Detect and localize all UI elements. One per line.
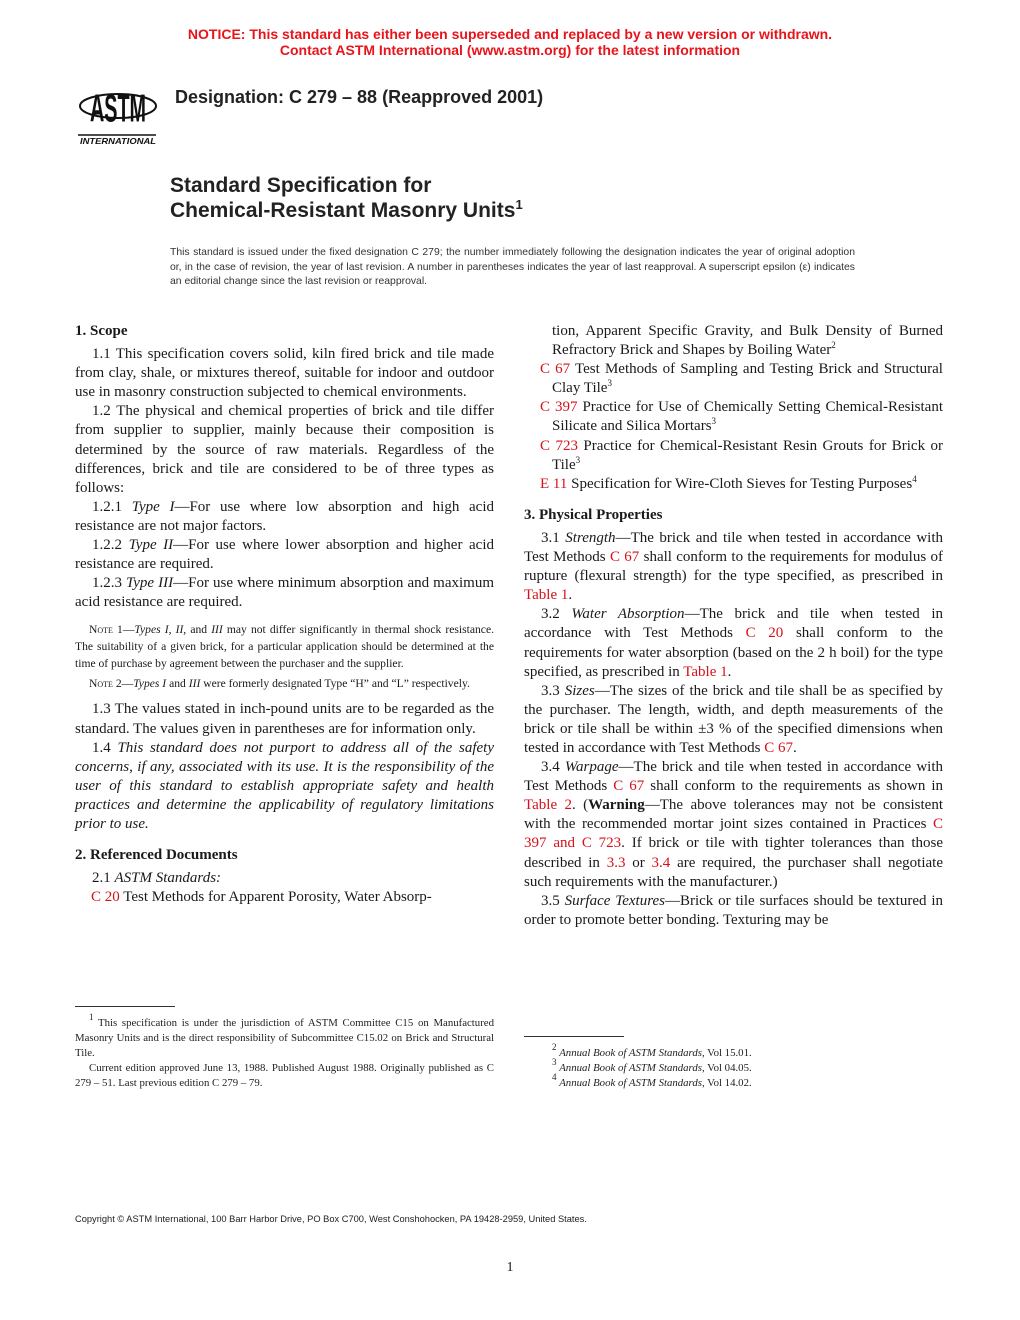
text-run: . If brick or tile with tighter tolerances than those described in bbox=[524, 835, 943, 871]
reference-item bbox=[524, 398, 943, 436]
cross-reference-link[interactable]: 3.4 bbox=[651, 854, 671, 871]
footnote-divider bbox=[75, 1006, 175, 1007]
paragraph bbox=[75, 402, 494, 497]
cross-reference-link[interactable]: C 723 bbox=[540, 437, 578, 454]
text-run: Type II bbox=[128, 537, 174, 554]
text-run: 1.2.2 bbox=[92, 537, 129, 554]
text-run: may not differ significantly in thermal shock resistance. The suitability of a given brick, for a particular application should be determined at the time of purchase by agreement between the purchaser and the supplier. bbox=[75, 623, 494, 671]
reference-item bbox=[524, 475, 943, 494]
text-run: . ( bbox=[571, 797, 589, 814]
text-run: , Vol 14.02. bbox=[701, 1077, 752, 1089]
text-run: 1.1 This specification covers solid, kiln fired brick and tile made from clay, shale, or mixtures thereof, suitable for indoor and outdoor use in masonry construction subjected to chemical environments. bbox=[75, 346, 494, 401]
page-title bbox=[170, 173, 523, 223]
paragraph bbox=[75, 739, 494, 834]
text-run: 1.3 The values stated in inch-pound units are to be regarded as the standard. The values given in parentheses are for information only. bbox=[75, 701, 494, 737]
section-heading bbox=[75, 322, 494, 341]
cross-reference-link[interactable]: C 397 and C 723 bbox=[524, 816, 943, 852]
footnote-ref[interactable]: 2 bbox=[552, 1042, 557, 1052]
withdrawal-notice bbox=[0, 27, 1020, 58]
footnotes-left bbox=[75, 1012, 494, 1091]
text-run: Annual Book of ASTM Standards bbox=[559, 1047, 702, 1059]
paragraph bbox=[524, 529, 943, 605]
section-heading bbox=[524, 506, 943, 525]
section-heading bbox=[75, 846, 494, 865]
text-run: 1. Scope bbox=[75, 323, 128, 339]
text-run: — bbox=[121, 677, 134, 691]
text-run: shall conform to the requirements as shown in bbox=[644, 778, 943, 795]
cross-reference-link[interactable]: Table 1 bbox=[524, 587, 569, 604]
text-run: —The brick and tile when tested in accordance with Test Methods bbox=[524, 606, 944, 642]
text-run: Types I bbox=[133, 677, 167, 691]
text-run: 3.2 bbox=[541, 606, 572, 623]
text-run: Types I, II, bbox=[134, 623, 187, 637]
text-run: shall conform to the requirements for water absorption (based on the 2 h boil) for the type specified, as prescribed in bbox=[524, 625, 943, 680]
text-run: Note 2 bbox=[89, 677, 122, 691]
notice-line-2: Contact ASTM International (www.astm.org) for the latest information bbox=[279, 41, 741, 58]
right-column bbox=[524, 322, 943, 930]
text-run: Annual Book of ASTM Standards bbox=[559, 1077, 702, 1089]
footnote-ref[interactable]: 3 bbox=[607, 378, 612, 389]
text-run: or bbox=[625, 854, 652, 871]
paragraph bbox=[75, 536, 494, 574]
cross-reference-link[interactable]: C 20 bbox=[91, 889, 120, 906]
text-run: 3. Physical Properties bbox=[524, 506, 663, 523]
text-run: Practice for Chemical-Resistant Resin Grouts for Brick or Tile bbox=[552, 437, 944, 473]
text-run: —For use where lower absorption and higher acid resistance are required. bbox=[75, 537, 494, 573]
text-run: —The above tolerances may not be consistent with the recommended mortar joint sizes contained in Practices bbox=[524, 797, 943, 833]
paragraph bbox=[75, 869, 494, 888]
text-run: tion, Apparent Specific Gravity, and Bulk Density of Burned Refractory Brick and Shapes by Boiling Water bbox=[552, 323, 943, 359]
text-run: Test Methods for Apparent Porosity, Water Absorp- bbox=[119, 889, 432, 906]
astm-logo bbox=[76, 76, 160, 148]
text-run: Type I bbox=[131, 498, 175, 515]
text-run: 1.4 bbox=[92, 739, 118, 756]
title-line-2: Chemical-Resistant Masonry Units bbox=[170, 199, 516, 222]
cross-reference-link[interactable]: C 67 bbox=[609, 549, 640, 566]
paragraph bbox=[524, 758, 943, 892]
paragraph bbox=[524, 322, 943, 360]
cross-reference-link[interactable]: C 67 bbox=[764, 739, 794, 756]
footnote-ref[interactable]: 2 bbox=[831, 340, 836, 351]
cross-reference-link[interactable]: 3.3 bbox=[606, 854, 626, 871]
cross-reference-link[interactable]: Table 2 bbox=[524, 797, 572, 814]
footnote-ref[interactable]: 1 bbox=[89, 1012, 94, 1022]
text-run: —Brick or tile surfaces should be textured in order to promote better bonding. Texturing may be bbox=[524, 892, 943, 928]
text-run: , Vol 15.01. bbox=[701, 1047, 752, 1059]
text-run: . bbox=[727, 663, 732, 680]
text-run: were formerly designated Type “H” and “L” respectively. bbox=[200, 677, 470, 691]
text-run: Type III bbox=[126, 575, 174, 592]
designation: Designation: C 279 – 88 (Reapproved 2001) bbox=[175, 87, 544, 107]
text-run: . bbox=[568, 587, 573, 604]
text-run: Practice for Use of Chemically Setting Chemical-Resistant Silicate and Silica Mortars bbox=[552, 399, 943, 435]
text-run: This specification is under the jurisdiction of ASTM Committee C15 on Manufactured Masonry Units and is the direct responsibility of Subcommittee C15.02 on Brick and Structural Tile. bbox=[75, 1017, 494, 1059]
footnotes-right bbox=[538, 1042, 942, 1091]
text-run: Annual Book of ASTM Standards bbox=[559, 1062, 702, 1074]
paragraph bbox=[75, 700, 494, 738]
left-column bbox=[75, 322, 494, 907]
svg-text:INTERNATIONAL: INTERNATIONAL bbox=[80, 136, 156, 146]
text-run: 3.3 bbox=[541, 682, 565, 699]
text-run: 3.1 bbox=[541, 529, 566, 546]
footnote-ref[interactable]: 3 bbox=[552, 1057, 557, 1067]
paragraph bbox=[524, 682, 943, 758]
cross-reference-link[interactable]: C 67 bbox=[613, 778, 645, 795]
cross-reference-link[interactable]: E 11 bbox=[540, 475, 568, 492]
reference-item bbox=[524, 437, 943, 475]
text-run: Surface Textures bbox=[564, 892, 665, 909]
paragraph bbox=[524, 892, 943, 930]
text-run: are required, the purchaser shall negotiate such requirements with the manufacturer.) bbox=[524, 854, 943, 890]
title-footnote-ref[interactable]: 1 bbox=[515, 197, 523, 212]
text-run: Specification for Wire-Cloth Sieves for Testing Purposes bbox=[567, 475, 913, 492]
text-run: Water Absorption bbox=[571, 606, 685, 623]
text-run: 1.2 The physical and chemical properties of brick and tile differ from supplier to supplier, mainly because their composition is determined by the source of raw materials. Regardless of the differences, brick and tile are considered to be of three types as follows: bbox=[75, 403, 494, 496]
text-run: . bbox=[793, 739, 797, 756]
title-line-1: Standard Specification for bbox=[170, 174, 432, 197]
text-run: III bbox=[188, 677, 201, 691]
notice-line-1: NOTICE: This standard has either been superseded and replaced by a new version or withdrawn. bbox=[187, 26, 833, 42]
paragraph bbox=[75, 1012, 494, 1061]
text-run: Strength bbox=[565, 529, 616, 546]
text-run: Current edition approved June 13, 1988. Published August 1988. Originally published as C 279 – 51. Last previous edition C 279 – 79. bbox=[75, 1062, 494, 1089]
text-run: Test Methods of Sampling and Testing Brick and Structural Clay Tile bbox=[552, 361, 943, 397]
text-run: and bbox=[186, 623, 212, 637]
cross-reference-link[interactable]: C 397 bbox=[540, 399, 578, 416]
paragraph bbox=[524, 605, 943, 681]
text-run: This standard does not purport to address all of the safety concerns, if any, associated with its use. It is the responsibility of the user of this standard to establish appropriate safety and health practices and determine the applicability of regulatory limitations prior to use. bbox=[75, 739, 495, 832]
text-run: 3.4 bbox=[541, 759, 565, 776]
text-run: —For use where low absorption and high acid resistance are not major factors. bbox=[75, 498, 495, 534]
reference-item bbox=[524, 360, 943, 398]
paragraph bbox=[538, 1042, 942, 1061]
footnote-ref[interactable]: 3 bbox=[575, 454, 581, 465]
text-run: 1.2.3 bbox=[92, 575, 127, 592]
svg-text:ASTM: ASTM bbox=[90, 87, 146, 131]
text-run: Sizes bbox=[564, 682, 595, 699]
text-run: shall conform to the requirements for modulus of rupture (flexural strength) for the type specified, as prescribed in bbox=[524, 549, 943, 585]
text-run: — bbox=[122, 623, 135, 637]
text-run: and bbox=[166, 677, 189, 691]
footnote-divider bbox=[524, 1036, 624, 1037]
text-run: 2. Referenced Documents bbox=[75, 847, 238, 864]
text-run: Warning bbox=[588, 797, 645, 814]
text-run: 1.2.1 bbox=[92, 498, 132, 515]
text-run: —For use where minimum absorption and maximum acid resistance are required. bbox=[75, 575, 495, 611]
cross-reference-link[interactable]: C 67 bbox=[540, 361, 571, 378]
paragraph bbox=[75, 345, 494, 402]
footnote-ref[interactable]: 4 bbox=[912, 473, 917, 484]
text-run: —The brick and tile when tested in accordance with Test Methods bbox=[524, 529, 943, 566]
text-run: Note 1 bbox=[89, 623, 123, 637]
paragraph bbox=[538, 1057, 942, 1076]
cross-reference-link[interactable]: C 20 bbox=[745, 625, 784, 642]
paragraph bbox=[538, 1072, 942, 1091]
note bbox=[75, 621, 494, 672]
text-run: —The brick and tile when tested in accordance with Test Methods bbox=[524, 759, 943, 795]
page-number: 1 bbox=[506, 1260, 514, 1275]
text-run: 3.5 bbox=[541, 892, 565, 909]
preamble: This standard is issued under the fixed designation C 279; the number immediately following the designation indicates the year of original adoption or, in the case of revision, the year of last revision. A number in parentheses indicates the year of last reapproval. A superscript epsilon (ε) indicates an editorial change since the last revision or reapproval. bbox=[170, 247, 855, 288]
paragraph bbox=[75, 574, 494, 612]
paragraph bbox=[75, 1061, 494, 1091]
text-run: ASTM Standards: bbox=[114, 870, 222, 887]
note bbox=[75, 675, 494, 692]
text-run: Warpage bbox=[564, 759, 619, 776]
cross-reference-link[interactable]: Table 1 bbox=[683, 663, 728, 680]
text-run: , Vol 04.05. bbox=[701, 1062, 752, 1074]
paragraph bbox=[75, 498, 494, 536]
footnote-ref[interactable]: 3 bbox=[711, 416, 717, 427]
text-run: —The sizes of the brick and tile shall be as specified by the purchaser. The length, width, and depth measurements of the brick or tile shall be within ±3 % of the specified dimensions when tested in accordance with Test Methods bbox=[524, 682, 944, 756]
text-run: 2.1 bbox=[92, 870, 115, 887]
reference-item bbox=[75, 888, 494, 907]
copyright: Copyright © ASTM International, 100 Barr Harbor Drive, PO Box C700, West Conshohocken, PA 19428-2959, United States. bbox=[75, 1214, 587, 1224]
footnote-ref[interactable]: 4 bbox=[552, 1072, 557, 1082]
text-run: III bbox=[211, 623, 223, 637]
